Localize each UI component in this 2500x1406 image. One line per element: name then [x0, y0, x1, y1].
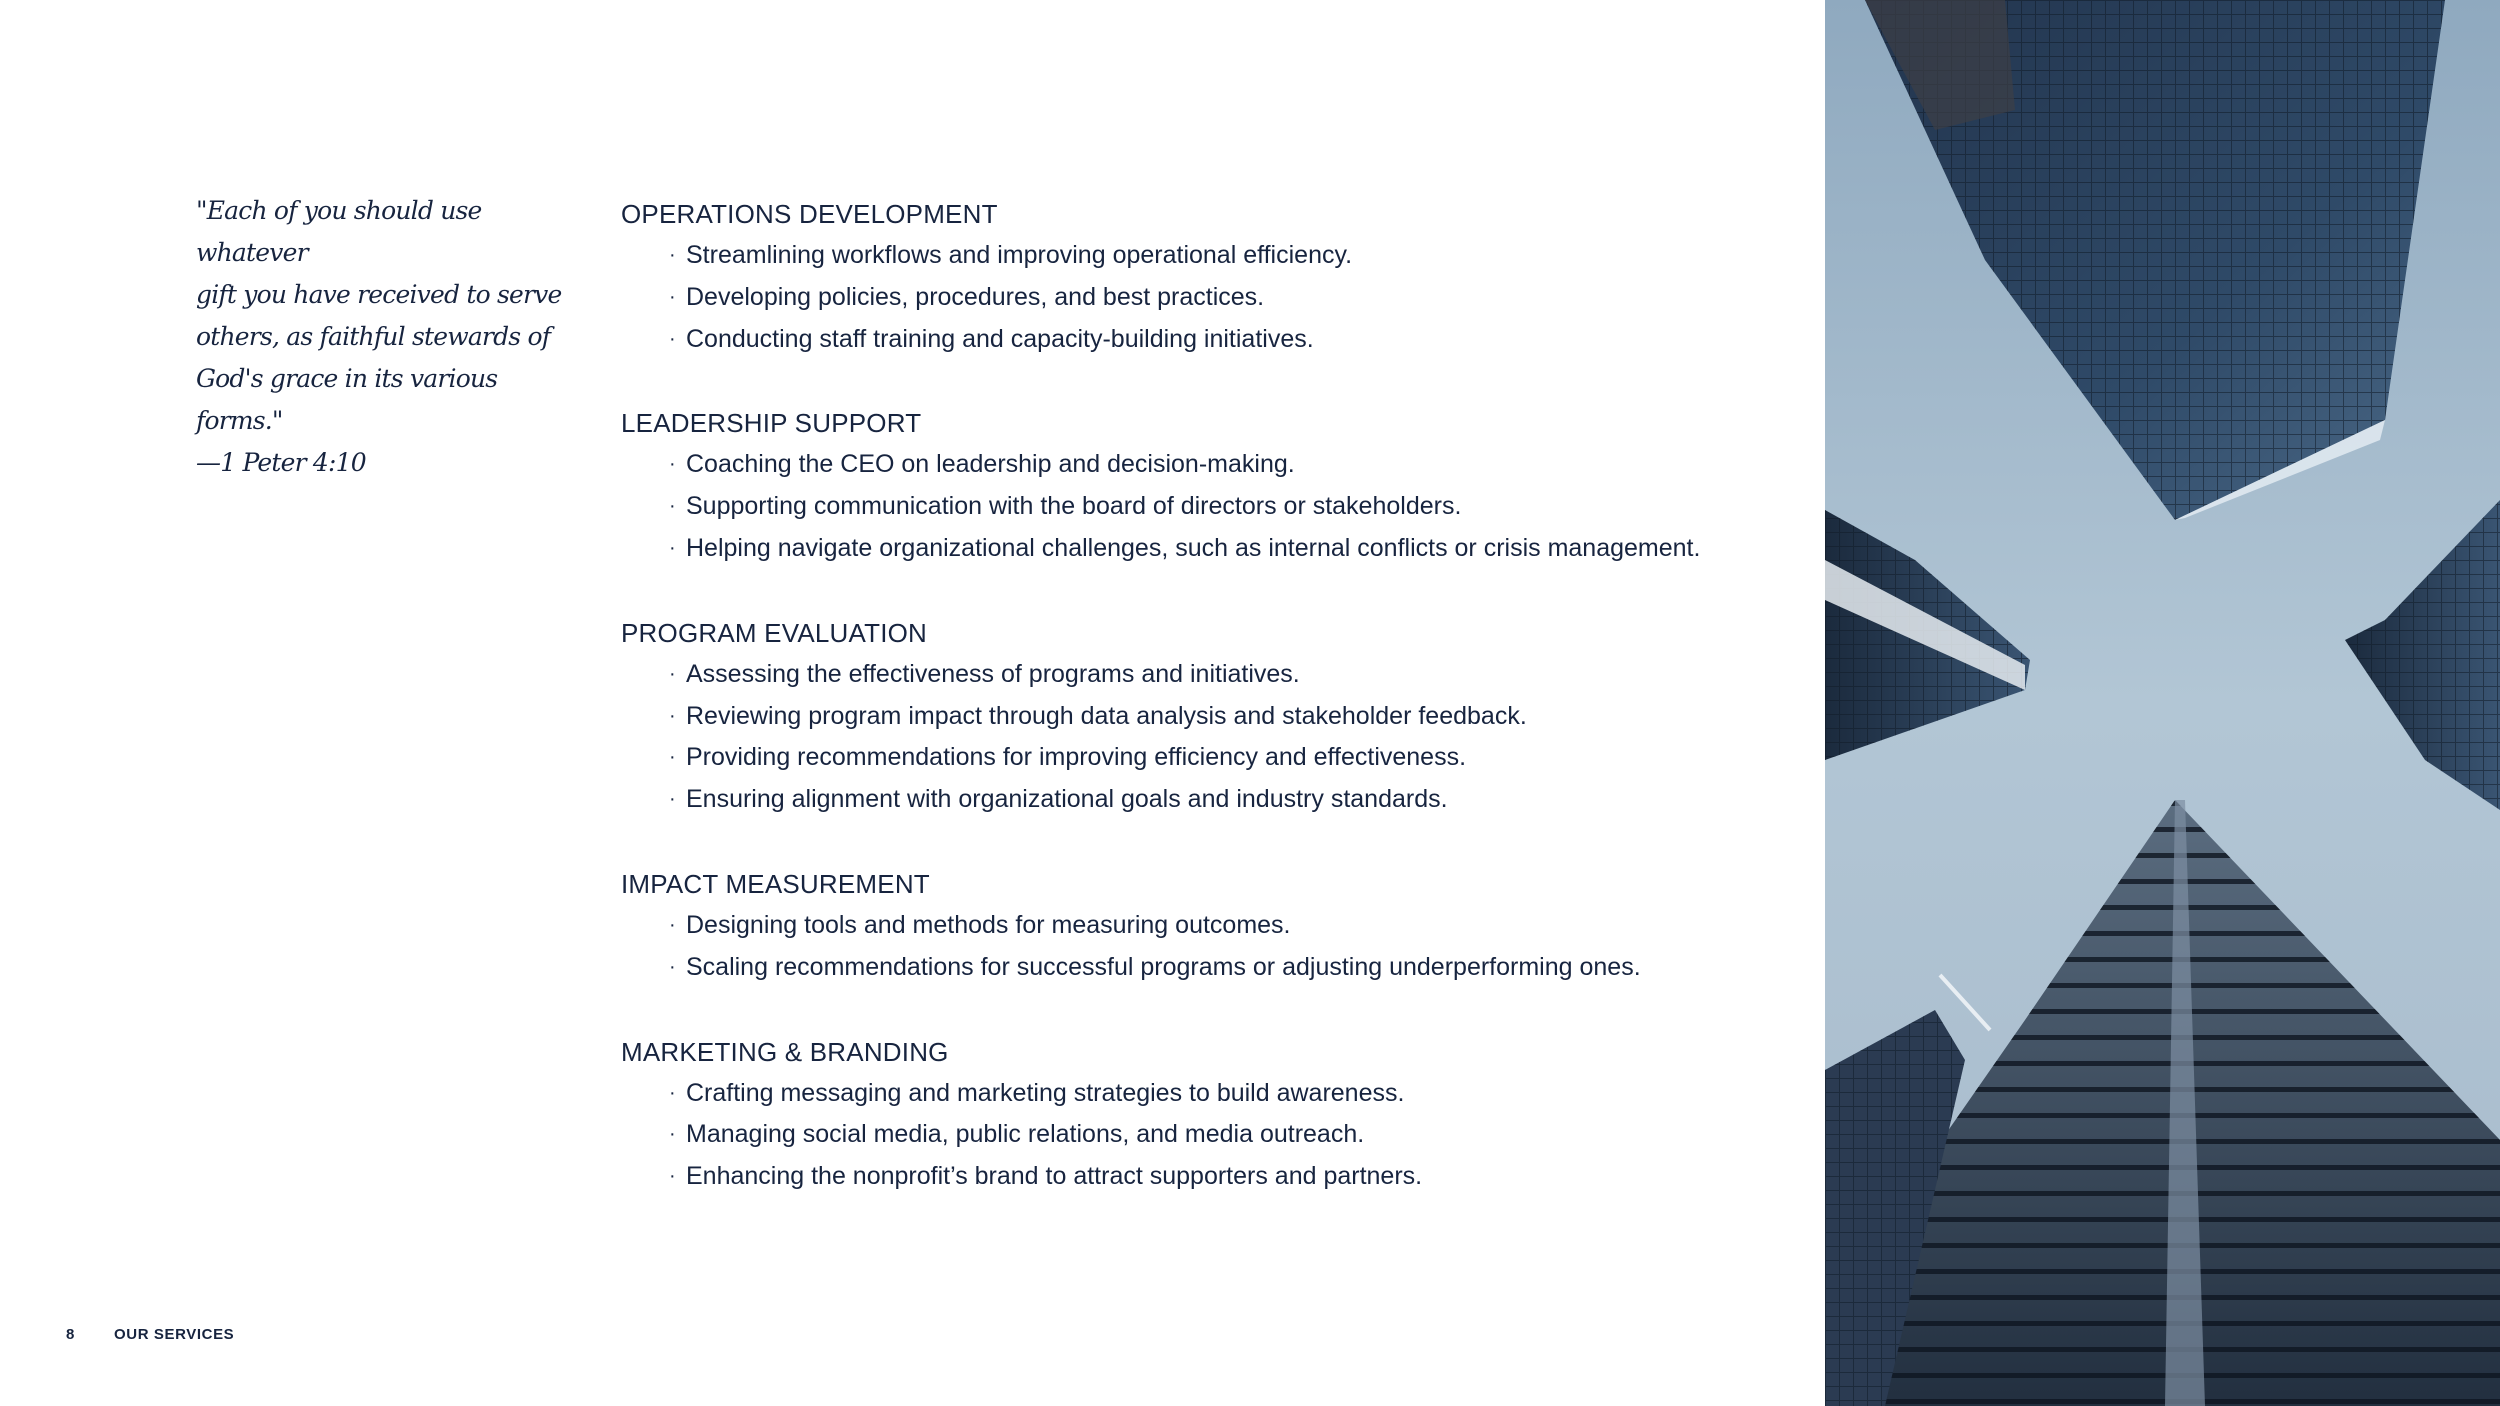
- list-item: [669, 779, 1771, 821]
- bullet-list: [621, 905, 1771, 989]
- quote-line: God's grace in its various forms.": [196, 364, 498, 435]
- bullet-icon: ·: [669, 244, 676, 266]
- list-item-text: Coaching the CEO on leadership and decision-making.: [686, 450, 1295, 479]
- service-section: [621, 402, 1771, 569]
- scripture-quote: [196, 190, 566, 484]
- list-item: [669, 235, 1771, 277]
- list-item-text: Helping navigate organizational challenges, such as internal conflicts or crisis management.: [686, 533, 1701, 562]
- bullet-icon: ·: [669, 662, 676, 685]
- service-section: [621, 193, 1771, 360]
- list-item: [669, 444, 1771, 486]
- bullet-icon: ·: [669, 1165, 676, 1188]
- list-item: [669, 528, 1771, 570]
- list-item-text: Developing policies, procedures, and best practices.: [686, 282, 1265, 311]
- list-item: [669, 277, 1771, 319]
- bullet-list: [621, 444, 1771, 569]
- bullet-icon: ·: [669, 453, 676, 476]
- list-item: [669, 737, 1771, 779]
- list-item-text: Supporting communication with the board of directors or stakeholders.: [686, 492, 1462, 521]
- list-item-text: Streamlining workflows and improving operational efficiency.: [686, 241, 1353, 269]
- bullet-list: [621, 1073, 1771, 1198]
- section-label: OUR SERVICES: [114, 1326, 235, 1343]
- bullet-icon: ·: [669, 788, 676, 811]
- list-item: [669, 905, 1771, 947]
- services-list: [621, 193, 1771, 1240]
- service-section: [621, 1031, 1771, 1198]
- section-title: IMPACT MEASUREMENT: [621, 868, 930, 899]
- bullet-icon: ·: [669, 955, 676, 978]
- section-title: OPERATIONS DEVELOPMENT: [621, 199, 998, 229]
- section-title: LEADERSHIP SUPPORT: [621, 408, 922, 439]
- bullet-list: [621, 235, 1771, 360]
- quote-line: gift you have received to serve: [196, 280, 562, 309]
- skyscraper-photo: [1825, 0, 2500, 1406]
- list-item: [669, 696, 1771, 738]
- service-section: [621, 612, 1771, 821]
- bullet-icon: ·: [669, 536, 676, 559]
- list-item: [669, 486, 1771, 528]
- list-item: [669, 319, 1771, 361]
- list-item: [669, 1073, 1771, 1115]
- list-item-text: Ensuring alignment with organizational goals and industry standards.: [686, 785, 1448, 814]
- page-number: 8: [66, 1326, 75, 1343]
- list-item-text: Crafting messaging and marketing strategies to build awareness.: [686, 1078, 1405, 1107]
- list-item: [669, 654, 1771, 696]
- section-title: PROGRAM EVALUATION: [621, 617, 928, 648]
- list-item-text: Conducting staff training and capacity-building initiatives.: [686, 324, 1314, 353]
- bullet-icon: ·: [669, 1081, 676, 1104]
- skyscraper-illustration: [1825, 0, 2500, 1406]
- list-item-text: Scaling recommendations for successful programs or adjusting underperforming ones.: [686, 952, 1641, 981]
- bullet-icon: ·: [669, 327, 676, 350]
- quote-line: "Each of you should use whatever: [196, 196, 482, 267]
- bullet-icon: ·: [669, 495, 676, 518]
- list-item-text: Enhancing the nonprofit’s brand to attract supporters and partners.: [686, 1162, 1423, 1191]
- page-footer: [66, 1326, 234, 1343]
- bullet-icon: ·: [669, 746, 676, 769]
- bullet-icon: ·: [669, 913, 676, 936]
- bullet-icon: ·: [669, 285, 676, 308]
- list-item-text: Designing tools and methods for measuring outcomes.: [686, 910, 1291, 939]
- section-title: MARKETING & BRANDING: [621, 1036, 949, 1067]
- service-section: [621, 863, 1771, 989]
- list-item-text: Assessing the effectiveness of programs and initiatives.: [686, 659, 1300, 688]
- quote-citation: —1 Peter 4:10: [196, 448, 366, 477]
- list-item: [669, 947, 1771, 989]
- list-item: [669, 1114, 1771, 1156]
- quote-line: others, as faithful stewards of: [196, 322, 551, 351]
- list-item-text: Managing social media, public relations, and media outreach.: [686, 1120, 1365, 1149]
- bullet-list: [621, 654, 1771, 821]
- list-item-text: Reviewing program impact through data analysis and stakeholder feedback.: [686, 701, 1527, 730]
- bullet-icon: ·: [669, 704, 676, 727]
- list-item-text: Providing recommendations for improving efficiency and effectiveness.: [686, 743, 1467, 772]
- bullet-icon: ·: [669, 1123, 676, 1146]
- list-item: [669, 1156, 1771, 1198]
